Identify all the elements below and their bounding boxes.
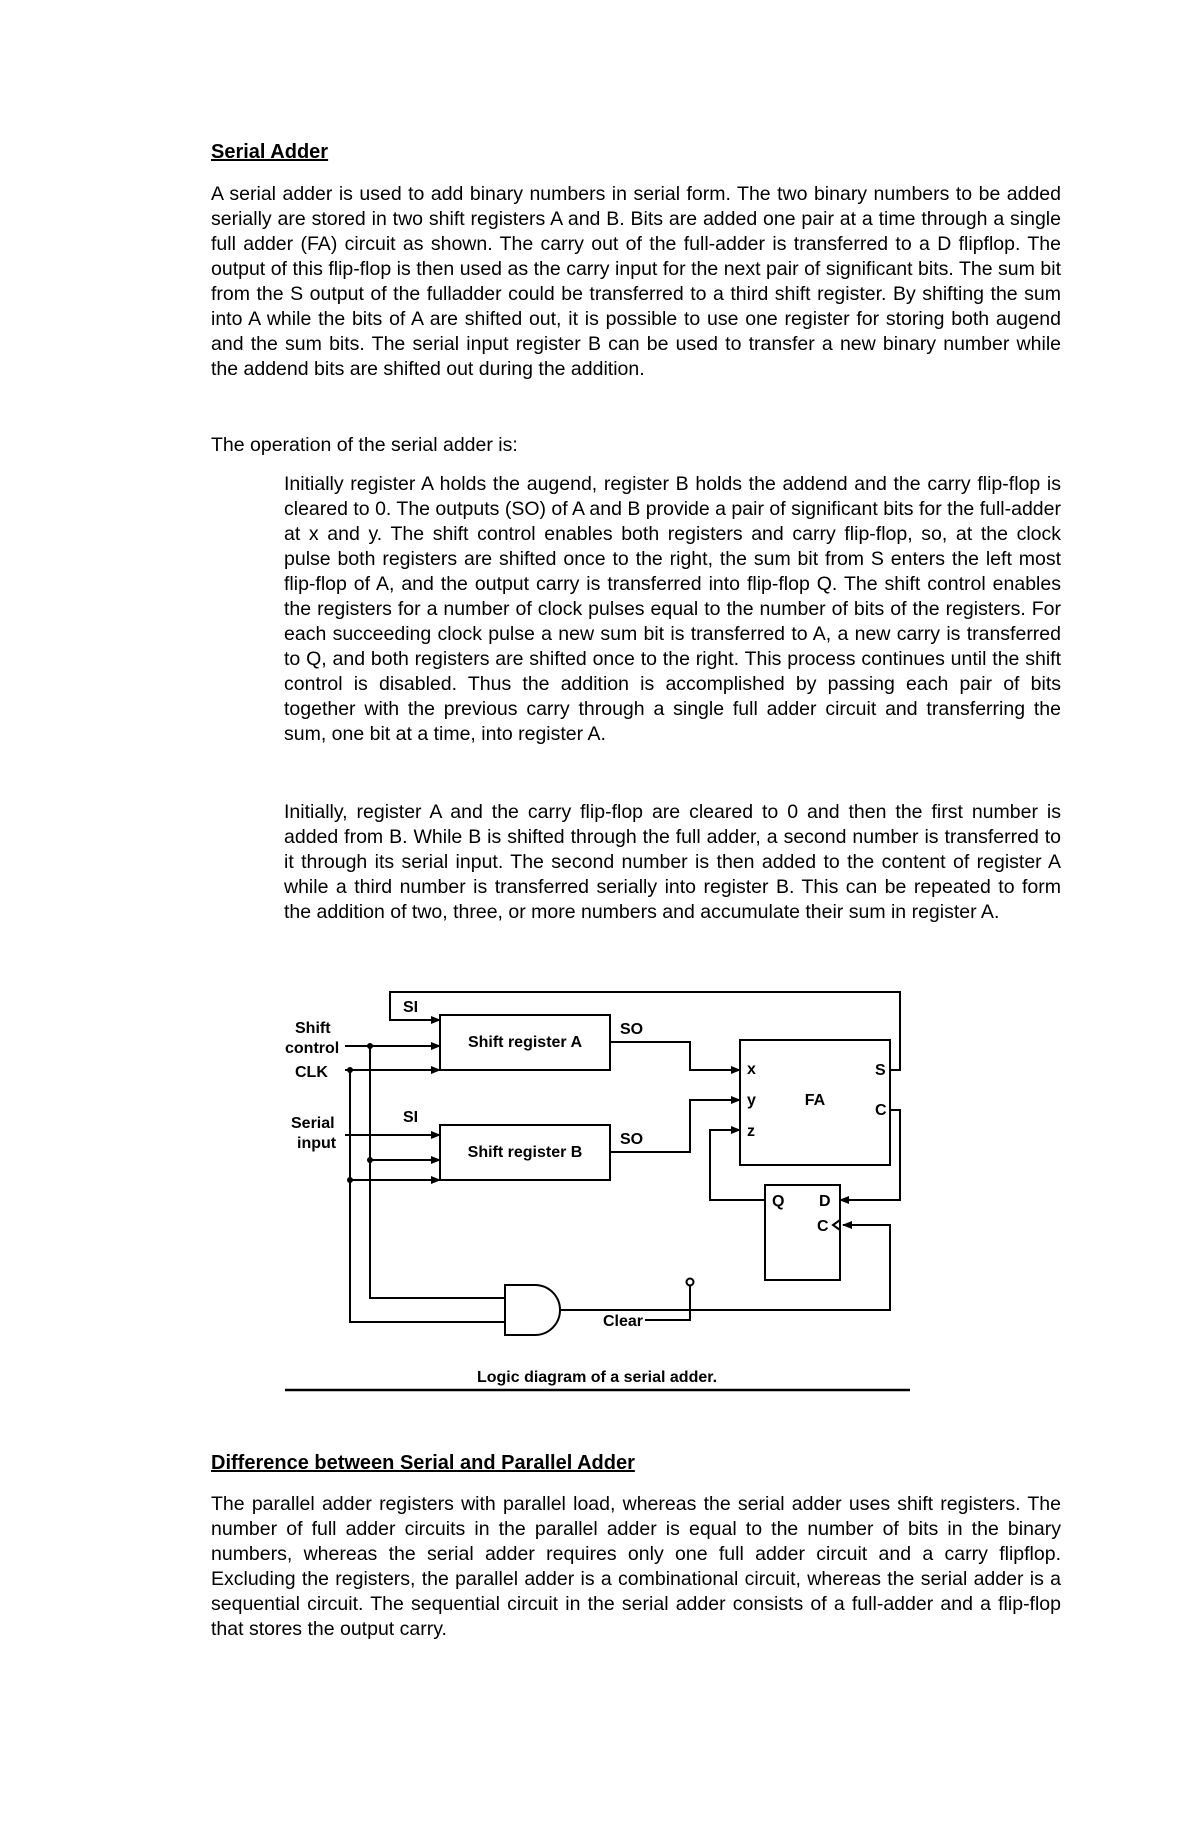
diagram-caption: Logic diagram of a serial adder. [476,1369,718,1386]
so-b-label: SO [620,1131,644,1148]
clk-label: CLK [295,1064,328,1081]
si-a-label: SI [403,999,419,1016]
operation-lead: The operation of the serial adder is: [211,434,518,456]
fa-y-label: y [747,1092,756,1109]
operation-paragraph-1: Initially register A holds the augend, register B holds the addend and the carry flip-flop is cleared to 0. The outputs (SO) of A and B provide a pair of significant bits for the full-adder at x and y. The shift control enables both registers and carry flip-flop, so, at the clock pulse both registers are shifted once to the right, the sum bit from S enters the left most flip-flop of A, and the output carry is transferred into flip-flop Q. The shift control enables the registers for a number of clock pulses equal to the number of bits of the registers. For each succeeding clock pulse a new sum bit is transferred to A, a new carry is transferred to Q, and both registers are shifted once to the right. This process continues until the shift control is disabled. Thus the addition is accomplished by passing each pair of bits together with the previous carry through a single full adder circuit and transferring the sum, one bit at a time, into register A. [284,473,1061,745]
clear-label: Clear [603,1313,644,1330]
si-b-label: SI [403,1109,419,1126]
shift-register-b-label: Shift register B [467,1144,583,1161]
serial-adder-intro: A serial adder is used to add binary numbers in serial form. The two binary numbers to be added serially are stored in two shift registers A and B. Bits are added one pair at a time through a single full adder (FA) circuit as shown. The carry out of the full-adder is transferred to a D flipflop. The output of this flip-flop is then used as the carry input for the next pair of significant bits. The sum bit from the S output of the fulladder could be transferred to a third shift register. By shifting the sum into A while the bits of A are shifted out, it is possible to use one register for storing both augend and the sum bits. The serial input register B can be used to transfer a new binary number while the addend bits are shifted out during the addition. [211,183,1061,380]
ff-c-label: C [817,1218,829,1235]
and-gate [505,1285,560,1335]
serial-adder-heading: Serial Adder [211,141,329,163]
fa-z-label: z [747,1123,755,1140]
so-a-label: SO [620,1021,644,1038]
fa-s-label: S [875,1062,886,1079]
serial-input-label-2: input [297,1135,337,1152]
operation-paragraph-2: Initially, register A and the carry flip-flop are cleared to 0 and then the first number is added from B. While B is shifted through the full adder, a second number is transferred to it through its serial input. The second number is then added to the content of register A while a third number is transferred serially into register B. This can be repeated to form the addition of two, three, or more numbers and accumulate their sum in register A. [284,801,1061,923]
fa-x-label: x [747,1061,756,1078]
difference-heading: Difference between Serial and Parallel Adder [211,1452,635,1474]
shift-control-label-2: control [285,1040,340,1057]
serial-input-label-1: Serial [291,1115,335,1132]
shift-control-label-1: Shift [295,1020,331,1037]
fa-label: FA [804,1092,826,1109]
ff-q-label: Q [772,1193,785,1210]
shift-register-a-label: Shift register A [467,1034,583,1051]
difference-body: The parallel adder registers with parallel load, whereas the serial adder uses shift registers. The number of full adder circuits in the parallel adder is equal to the number of bits in the binary numbers, whereas the serial adder requires only one full adder circuit and a carry flipflop. Excluding the registers, the parallel adder is a combinational circuit, whereas the serial adder is a sequential circuit. The sequential circuit in the serial adder consists of a full-adder and a flip-flop that stores the output carry. [211,1493,1061,1640]
ff-d-label: D [819,1193,831,1210]
fa-c-label: C [875,1102,887,1119]
logic-diagram [285,980,910,1400]
